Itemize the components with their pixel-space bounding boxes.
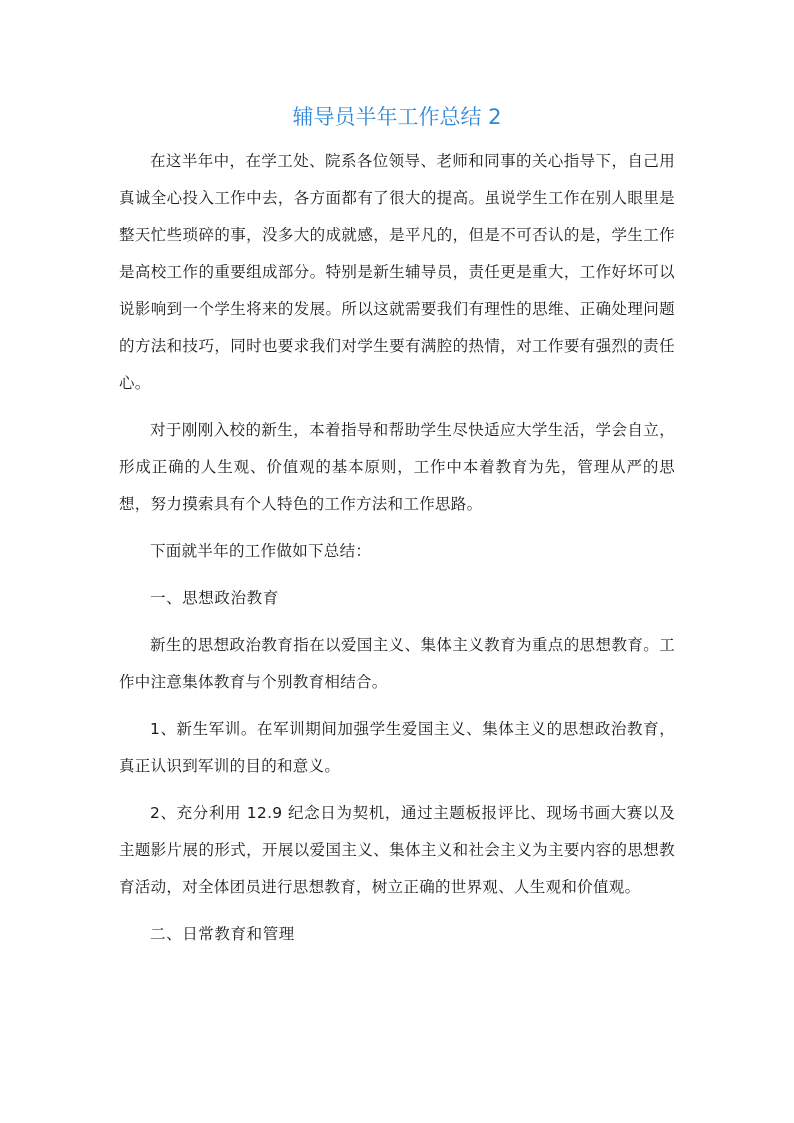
list-item-military-training: 1、新生军训。在军训期间加强学生爱国主义、集体主义的思想政治教育，真正认识到军训的目的和意义。 (119, 720, 675, 775)
document-body (119, 143, 675, 963)
list-item-12-9-activities: 2、充分利用 12.9 纪念日为契机，通过主题板报评比、现场书画大赛以及主题影片展的形式，开展以爱国主义、集体主义和社会主义为主要内容的思想教育活动，对全体团员进行思想教育，树立正确的世界观、人生观和价值观。 (119, 804, 675, 896)
paragraph-intro: 在这半年中，在学工处、院系各位领导、老师和同事的关心指导下，自己用真诚全心投入工作中去，各方面都有了很大的提高。虽说学生工作在别人眼里是整天忙些琐碎的事，没多大的成就感，是平凡的，但是不可否认的是，学生工作是高校工作的重要组成部分。特别是新生辅导员，责任更是重大，工作好坏可以说影响到一个学生将来的发展。所以这就需要我们有理性的思维、正确处理问题的方法和技巧，同时也要求我们对学生要有满腔的热情，对工作要有强烈的责任心。 (119, 152, 675, 392)
document-title: 辅导员半年工作总结 2 (292, 105, 502, 129)
paragraph-summary-lead: 下面就半年的工作做如下总结： (150, 542, 372, 560)
section-heading-daily-management: 二、日常教育和管理 (150, 925, 295, 943)
paragraph-ideological-education: 新生的思想政治教育指在以爱国主义、集体主义教育为重点的思想教育。工作中注意集体教育与个别教育相结合。 (119, 636, 675, 691)
section-heading-ideological-education: 一、思想政治教育 (150, 589, 279, 607)
paragraph-principles: 对于刚刚入校的新生，本着指导和帮助学生尽快适应大学生活，学会自立，形成正确的人生观、价值观的基本原则，工作中本着教育为先，管理从严的思想，努力摸索具有个人特色的工作方法和工作思路。 (119, 421, 675, 513)
